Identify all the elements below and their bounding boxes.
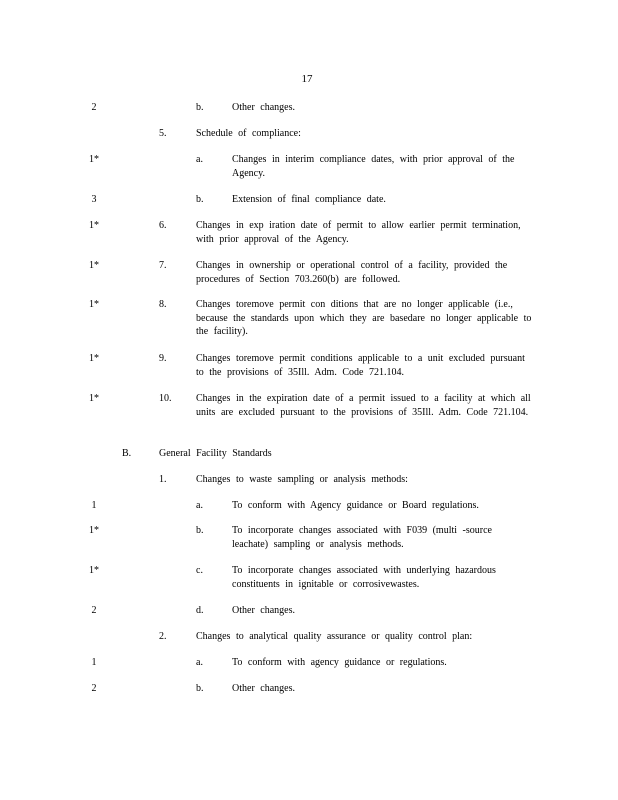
class-label: 1* xyxy=(89,154,99,165)
class-label: 1* xyxy=(89,260,99,271)
item-text: Changes in interim compliance dates, with prior approval of the Agency. xyxy=(232,154,515,179)
class-label: 1* xyxy=(89,220,99,231)
item-text: Changes toremove permit conditions applicable to a unit excluded pursuant to the provisions of 35Ill. Adm. Code 721.104. xyxy=(196,353,525,378)
item-letter: b. xyxy=(196,683,204,694)
item-text: Changes in exp iration date of permit to allow earlier permit termination, with prior approval of the Agency. xyxy=(196,220,521,245)
item-text: To incorporate changes associated with F039 (multi -source leachate) sampling or analysis methods. xyxy=(232,525,492,550)
item-text: Changes in the expiration date of a permit issued to a facility at which all units are excluded pursuant to the provisions of 35Ill. Adm. Code 721.104. xyxy=(196,393,531,418)
item-letter: a. xyxy=(196,500,203,511)
item-letter: b. xyxy=(196,194,204,205)
item-text: Changes toremove permit con ditions that are no longer applicable (i.e., because the standards upon which they are basedare no longer applicable to the facility). xyxy=(196,299,532,337)
item-text: Changes to analytical quality assurance or quality control plan: xyxy=(196,631,473,642)
item-letter: b. xyxy=(196,102,204,113)
item-letter: b. xyxy=(196,525,204,536)
item-text: Other changes. xyxy=(232,102,295,113)
class-label: 2 xyxy=(91,683,97,694)
item-text: Other changes. xyxy=(232,683,295,694)
class-label: 1* xyxy=(89,525,99,536)
item-number: 10. xyxy=(159,393,172,404)
class-label: 2 xyxy=(91,605,97,616)
item-text: To conform with Agency guidance or Board regulations. xyxy=(232,500,479,511)
item-number: 8. xyxy=(159,299,167,310)
item-number: 1. xyxy=(159,474,167,485)
item-number: 6. xyxy=(159,220,167,231)
class-label: 1* xyxy=(89,565,99,576)
item-text: To incorporate changes associated with underlying hazardous constituents in ignitable or corrosivewastes. xyxy=(232,565,496,590)
item-text: To conform with agency guidance or regulations. xyxy=(232,657,447,668)
item-letter: a. xyxy=(196,154,203,165)
class-label: 1* xyxy=(89,393,99,404)
item-number: 2. xyxy=(159,631,167,642)
item-text: Schedule of compliance: xyxy=(196,128,301,139)
class-label: 3 xyxy=(91,194,97,205)
item-number: 7. xyxy=(159,260,167,271)
item-text: Changes in ownership or operational control of a facility, provided the procedures of Section 703.260(b) are followed. xyxy=(196,260,508,285)
item-number: 5. xyxy=(159,128,167,139)
class-label: 2 xyxy=(91,102,97,113)
class-label: 1* xyxy=(89,299,99,310)
item-text: Other changes. xyxy=(232,605,295,616)
item-letter: d. xyxy=(196,605,204,616)
page-number: 17 xyxy=(301,73,313,85)
item-text: Changes to waste sampling or analysis methods: xyxy=(196,474,408,485)
item-text: Extension of final compliance date. xyxy=(232,194,386,205)
class-label: 1 xyxy=(91,500,97,511)
item-letter: a. xyxy=(196,657,203,668)
section-letter: B. xyxy=(122,448,132,459)
item-letter: c. xyxy=(196,565,203,576)
class-label: 1 xyxy=(91,657,97,668)
item-number: 9. xyxy=(159,353,167,364)
section-title: General Facility Standards xyxy=(159,448,272,459)
class-label: 1* xyxy=(89,353,99,364)
